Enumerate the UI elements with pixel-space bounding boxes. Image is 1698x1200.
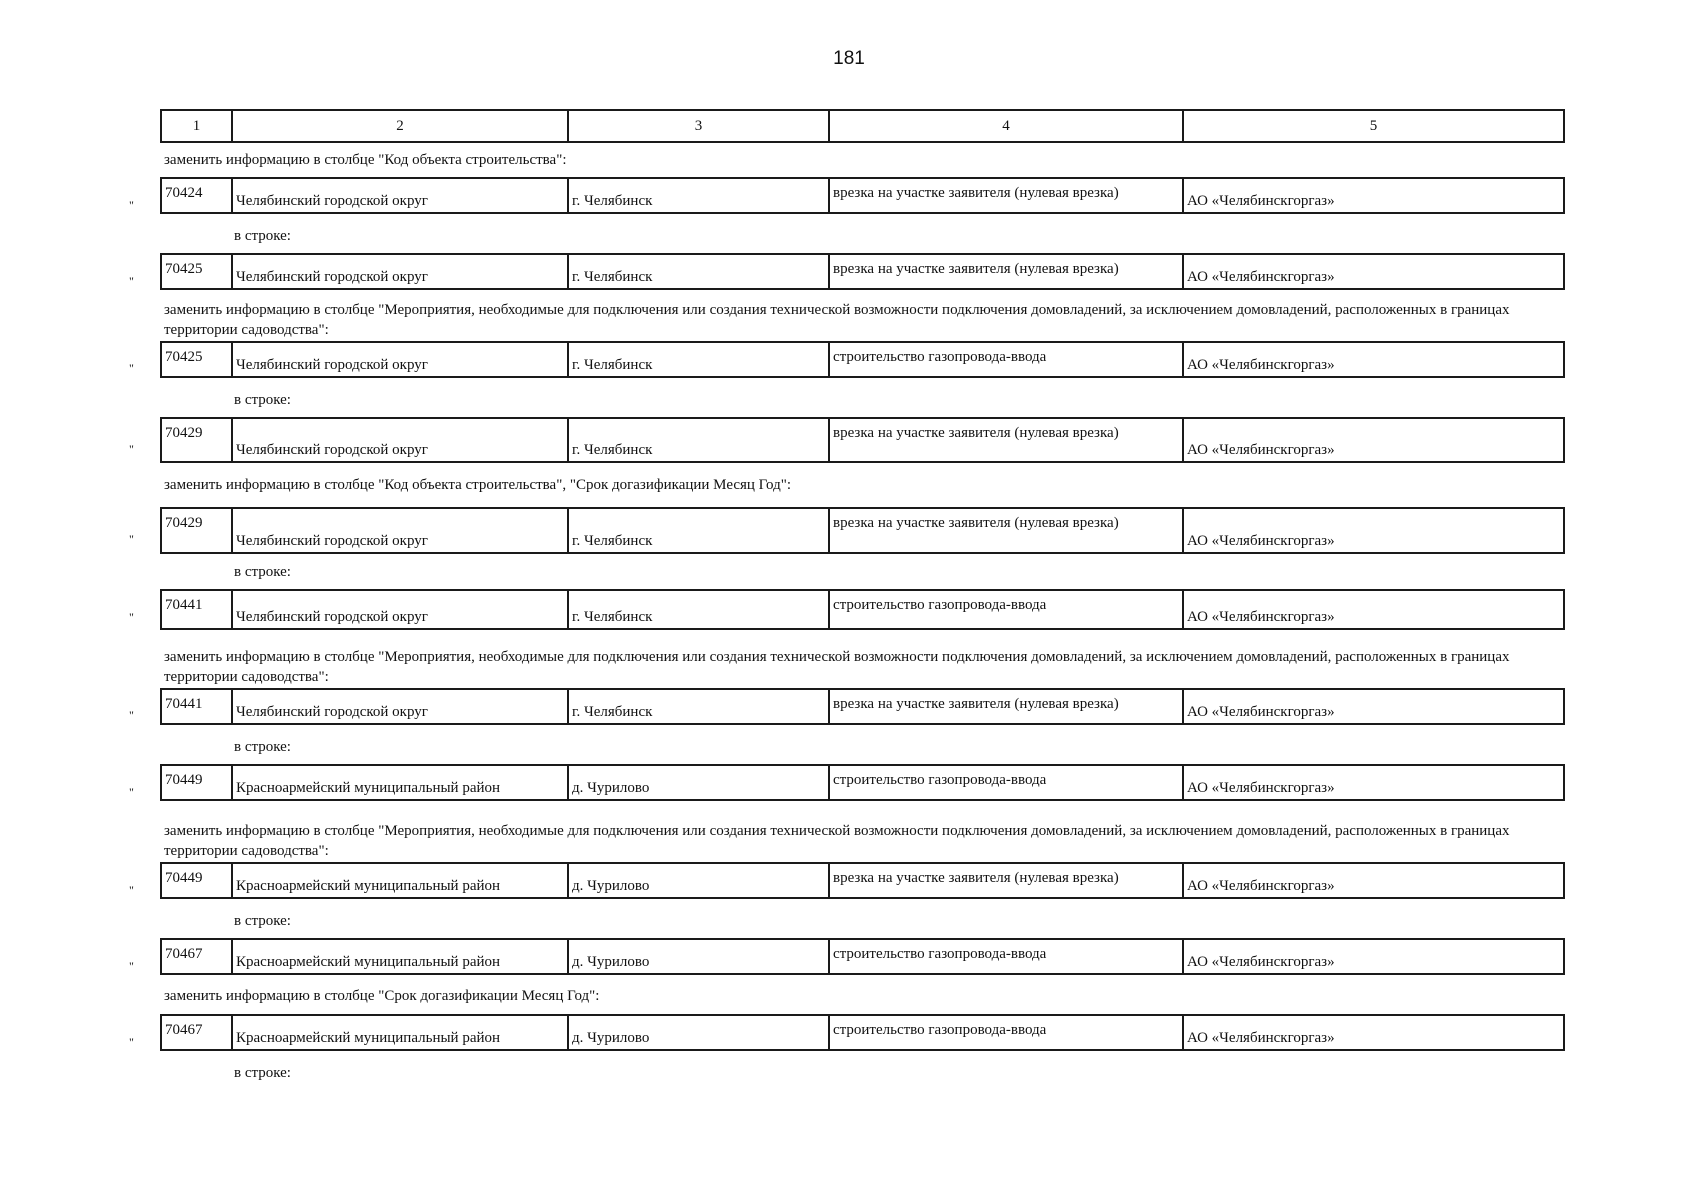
quote-mark: " [129, 198, 134, 212]
table-row [160, 1014, 1565, 1051]
measure-cell: строительство газопровода-ввода [829, 939, 1183, 974]
locality-cell: д. Чурилово [568, 765, 829, 800]
table-row [160, 507, 1565, 554]
object-code-cell: 70441 [161, 689, 232, 724]
quote-mark: " [129, 361, 134, 375]
quote-mark: " [129, 442, 134, 456]
header-col-4: 4 [829, 110, 1183, 142]
measure-cell: врезка на участке заявителя (нулевая врезка) [829, 689, 1183, 724]
organization-cell: АО «Челябинскгоргаз» [1183, 863, 1564, 898]
table-row [160, 688, 1565, 725]
quote-mark: " [129, 1035, 134, 1049]
object-code-cell: 70467 [161, 1015, 232, 1050]
measure-cell: строительство газопровода-ввода [829, 342, 1183, 377]
object-code-cell: 70424 [161, 178, 232, 213]
header-col-2: 2 [232, 110, 568, 142]
organization-cell: АО «Челябинскгоргаз» [1183, 1015, 1564, 1050]
object-code-cell: 70429 [161, 418, 232, 462]
table-row [160, 341, 1565, 378]
measure-cell: врезка на участке заявителя (нулевая врезка) [829, 418, 1183, 462]
measure-cell: врезка на участке заявителя (нулевая врезка) [829, 508, 1183, 553]
in-row-label: в строке: [234, 228, 291, 244]
quote-mark: " [129, 959, 134, 973]
in-row-label: в строке: [234, 739, 291, 755]
measure-cell: врезка на участке заявителя (нулевая врезка) [829, 178, 1183, 213]
locality-cell: г. Челябинск [568, 590, 829, 629]
locality-cell: д. Чурилово [568, 863, 829, 898]
instruction-note: заменить информацию в столбце "Код объекта строительства", "Срок догазификации Месяц Год": [164, 477, 792, 493]
measure-cell: строительство газопровода-ввода [829, 765, 1183, 800]
quote-mark: " [129, 785, 134, 799]
quote-mark: " [129, 532, 134, 546]
object-code-cell: 70425 [161, 254, 232, 289]
locality-cell: д. Чурилово [568, 939, 829, 974]
district-cell: Челябинский городской округ [232, 342, 568, 377]
table-row [160, 764, 1565, 801]
header-col-5: 5 [1183, 110, 1564, 142]
organization-cell: АО «Челябинскгоргаз» [1183, 765, 1564, 800]
column-number-header [160, 109, 1565, 143]
district-cell: Челябинский городской округ [232, 254, 568, 289]
measure-cell: строительство газопровода-ввода [829, 1015, 1183, 1050]
object-code-cell: 70429 [161, 508, 232, 553]
district-cell: Красноармейский муниципальный район [232, 765, 568, 800]
organization-cell: АО «Челябинскгоргаз» [1183, 689, 1564, 724]
district-cell: Красноармейский муниципальный район [232, 939, 568, 974]
organization-cell: АО «Челябинскгоргаз» [1183, 590, 1564, 629]
instruction-note: заменить информацию в столбце "Мероприятия, необходимые для подключения или создания технической возможности подключения домовладений, за исключением домовладений, расположенных в границах территории садоводства": [164, 302, 1510, 338]
organization-cell: АО «Челябинскгоргаз» [1183, 342, 1564, 377]
locality-cell: г. Челябинск [568, 418, 829, 462]
measure-cell: строительство газопровода-ввода [829, 590, 1183, 629]
instruction-note: заменить информацию в столбце "Код объекта строительства": [164, 152, 567, 168]
district-cell: Челябинский городской округ [232, 689, 568, 724]
district-cell: Красноармейский муниципальный район [232, 1015, 568, 1050]
organization-cell: АО «Челябинскгоргаз» [1183, 939, 1564, 974]
object-code-cell: 70425 [161, 342, 232, 377]
district-cell: Красноармейский муниципальный район [232, 863, 568, 898]
measure-cell: врезка на участке заявителя (нулевая врезка) [829, 254, 1183, 289]
table-row [160, 417, 1565, 463]
in-row-label: в строке: [234, 1065, 291, 1081]
object-code-cell: 70449 [161, 863, 232, 898]
quote-mark: " [129, 883, 134, 897]
quote-mark: " [129, 274, 134, 288]
in-row-label: в строке: [234, 564, 291, 580]
locality-cell: г. Челябинск [568, 508, 829, 553]
header-col-1: 1 [161, 110, 232, 142]
organization-cell: АО «Челябинскгоргаз» [1183, 178, 1564, 213]
organization-cell: АО «Челябинскгоргаз» [1183, 508, 1564, 553]
district-cell: Челябинский городской округ [232, 508, 568, 553]
page-number: 181 [833, 48, 865, 69]
locality-cell: г. Челябинск [568, 254, 829, 289]
object-code-cell: 70449 [161, 765, 232, 800]
quote-mark: " [129, 610, 134, 624]
instruction-note: заменить информацию в столбце "Срок догазификации Месяц Год": [164, 988, 600, 1004]
object-code-cell: 70441 [161, 590, 232, 629]
table-row [160, 938, 1565, 975]
locality-cell: г. Челябинск [568, 689, 829, 724]
instruction-note: заменить информацию в столбце "Мероприятия, необходимые для подключения или создания технической возможности подключения домовладений, за исключением домовладений, расположенных в границах территории садоводства": [164, 823, 1510, 859]
in-row-label: в строке: [234, 392, 291, 408]
in-row-label: в строке: [234, 913, 291, 929]
header-col-3: 3 [568, 110, 829, 142]
measure-cell: врезка на участке заявителя (нулевая врезка) [829, 863, 1183, 898]
locality-cell: г. Челябинск [568, 342, 829, 377]
locality-cell: г. Челябинск [568, 178, 829, 213]
table-row [160, 862, 1565, 899]
locality-cell: д. Чурилово [568, 1015, 829, 1050]
district-cell: Челябинский городской округ [232, 178, 568, 213]
organization-cell: АО «Челябинскгоргаз» [1183, 418, 1564, 462]
quote-mark: " [129, 708, 134, 722]
table-row [160, 177, 1565, 214]
instruction-note: заменить информацию в столбце "Мероприятия, необходимые для подключения или создания технической возможности подключения домовладений, за исключением домовладений, расположенных в границах территории садоводства": [164, 649, 1510, 685]
table-row [160, 253, 1565, 290]
organization-cell: АО «Челябинскгоргаз» [1183, 254, 1564, 289]
object-code-cell: 70467 [161, 939, 232, 974]
district-cell: Челябинский городской округ [232, 418, 568, 462]
district-cell: Челябинский городской округ [232, 590, 568, 629]
table-row [160, 589, 1565, 630]
